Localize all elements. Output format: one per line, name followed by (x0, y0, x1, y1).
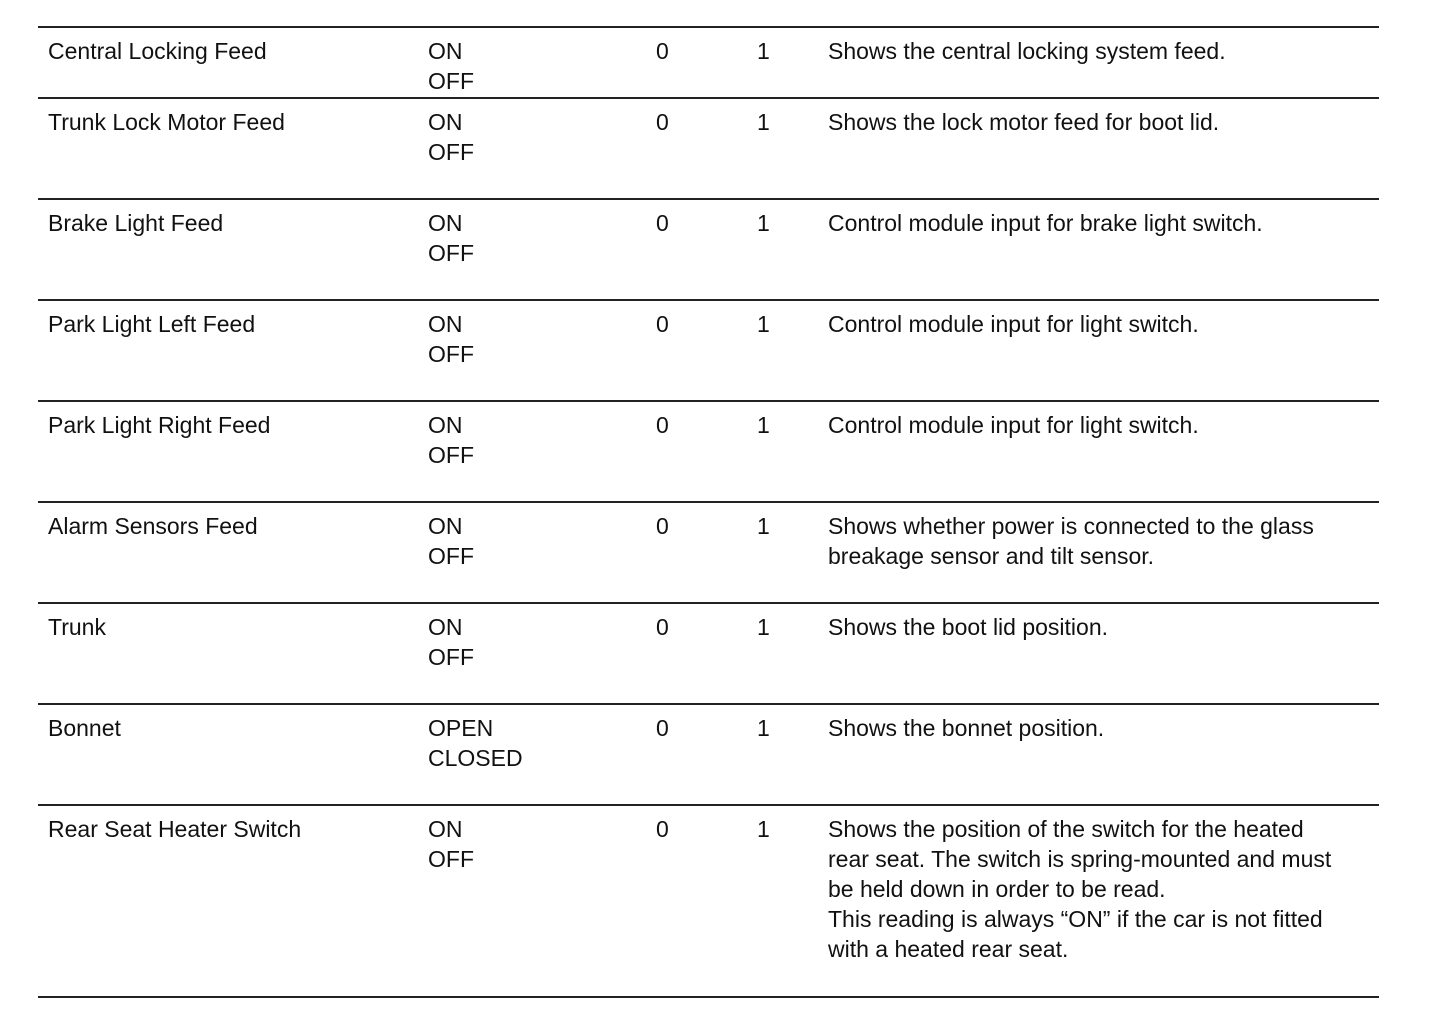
signal-states (428, 511, 474, 571)
state-1: ON (428, 614, 463, 640)
signal-description (828, 612, 1373, 642)
description-line: Control module input for light switch. (828, 412, 1199, 438)
state-2: OFF (428, 543, 474, 569)
signal-description (828, 713, 1373, 743)
signal-states (428, 309, 474, 369)
signal-name: Central Locking Feed (48, 38, 267, 64)
table-row (38, 28, 1379, 99)
min-value: 0 (656, 513, 669, 539)
state-1: ON (428, 816, 463, 842)
signal-name: Alarm Sensors Feed (48, 513, 258, 539)
signal-table (38, 26, 1379, 998)
min-value: 0 (656, 816, 669, 842)
max-value: 1 (757, 109, 770, 135)
state-2: OFF (428, 442, 474, 468)
min-value: 0 (656, 38, 669, 64)
description-line: breakage sensor and tilt sensor. (828, 543, 1155, 569)
max-value: 1 (757, 513, 770, 539)
description-line: Shows the lock motor feed for boot lid. (828, 109, 1220, 135)
description-line: This reading is always “ON” if the car is not fitted (828, 906, 1323, 932)
state-1: ON (428, 109, 463, 135)
state-2: OFF (428, 341, 474, 367)
table-row (38, 503, 1379, 604)
signal-states (428, 107, 474, 167)
signal-description (828, 814, 1373, 964)
table-row (38, 604, 1379, 705)
state-2: OFF (428, 846, 474, 872)
state-1: ON (428, 513, 463, 539)
description-line: Shows the bonnet position. (828, 715, 1105, 741)
table-row (38, 705, 1379, 806)
signal-description (828, 309, 1373, 339)
state-1: OPEN (428, 715, 494, 741)
max-value: 1 (757, 715, 770, 741)
description-line: Shows the boot lid position. (828, 614, 1109, 640)
signal-name: Trunk (48, 614, 106, 640)
min-value: 0 (656, 311, 669, 337)
description-line: Shows whether power is connected to the glass (828, 513, 1314, 539)
signal-states (428, 208, 474, 268)
signal-name: Bonnet (48, 715, 121, 741)
description-line: Control module input for brake light switch. (828, 210, 1263, 236)
signal-description (828, 107, 1373, 137)
signal-states (428, 814, 474, 874)
signal-name: Park Light Right Feed (48, 412, 271, 438)
state-2: CLOSED (428, 745, 523, 771)
max-value: 1 (757, 614, 770, 640)
signal-name: Trunk Lock Motor Feed (48, 109, 285, 135)
description-line: rear seat. The switch is spring-mounted and must (828, 846, 1332, 872)
signal-description (828, 410, 1373, 440)
signal-states (428, 36, 474, 96)
min-value: 0 (656, 614, 669, 640)
signal-name: Brake Light Feed (48, 210, 224, 236)
description-line: be held down in order to be read. (828, 876, 1166, 902)
min-value: 0 (656, 109, 669, 135)
min-value: 0 (656, 715, 669, 741)
state-2: OFF (428, 644, 474, 670)
state-1: ON (428, 38, 463, 64)
state-2: OFF (428, 240, 474, 266)
signal-states (428, 410, 474, 470)
max-value: 1 (757, 38, 770, 64)
description-line: with a heated rear seat. (828, 936, 1069, 962)
signal-states (428, 713, 523, 773)
state-1: ON (428, 210, 463, 236)
max-value: 1 (757, 816, 770, 842)
max-value: 1 (757, 210, 770, 236)
signal-name: Rear Seat Heater Switch (48, 816, 302, 842)
signal-description (828, 208, 1373, 238)
min-value: 0 (656, 412, 669, 438)
max-value: 1 (757, 311, 770, 337)
signal-states (428, 612, 474, 672)
description-line: Control module input for light switch. (828, 311, 1199, 337)
table-row (38, 301, 1379, 402)
signal-description (828, 511, 1373, 571)
table-row (38, 806, 1379, 998)
signal-description (828, 36, 1373, 66)
table-row (38, 99, 1379, 200)
description-line: Shows the central locking system feed. (828, 38, 1226, 64)
state-1: ON (428, 412, 463, 438)
state-2: OFF (428, 139, 474, 165)
state-2: OFF (428, 68, 474, 94)
table-row (38, 200, 1379, 301)
table-row (38, 402, 1379, 503)
state-1: ON (428, 311, 463, 337)
signal-name: Park Light Left Feed (48, 311, 256, 337)
min-value: 0 (656, 210, 669, 236)
description-line: Shows the position of the switch for the heated (828, 816, 1304, 842)
max-value: 1 (757, 412, 770, 438)
